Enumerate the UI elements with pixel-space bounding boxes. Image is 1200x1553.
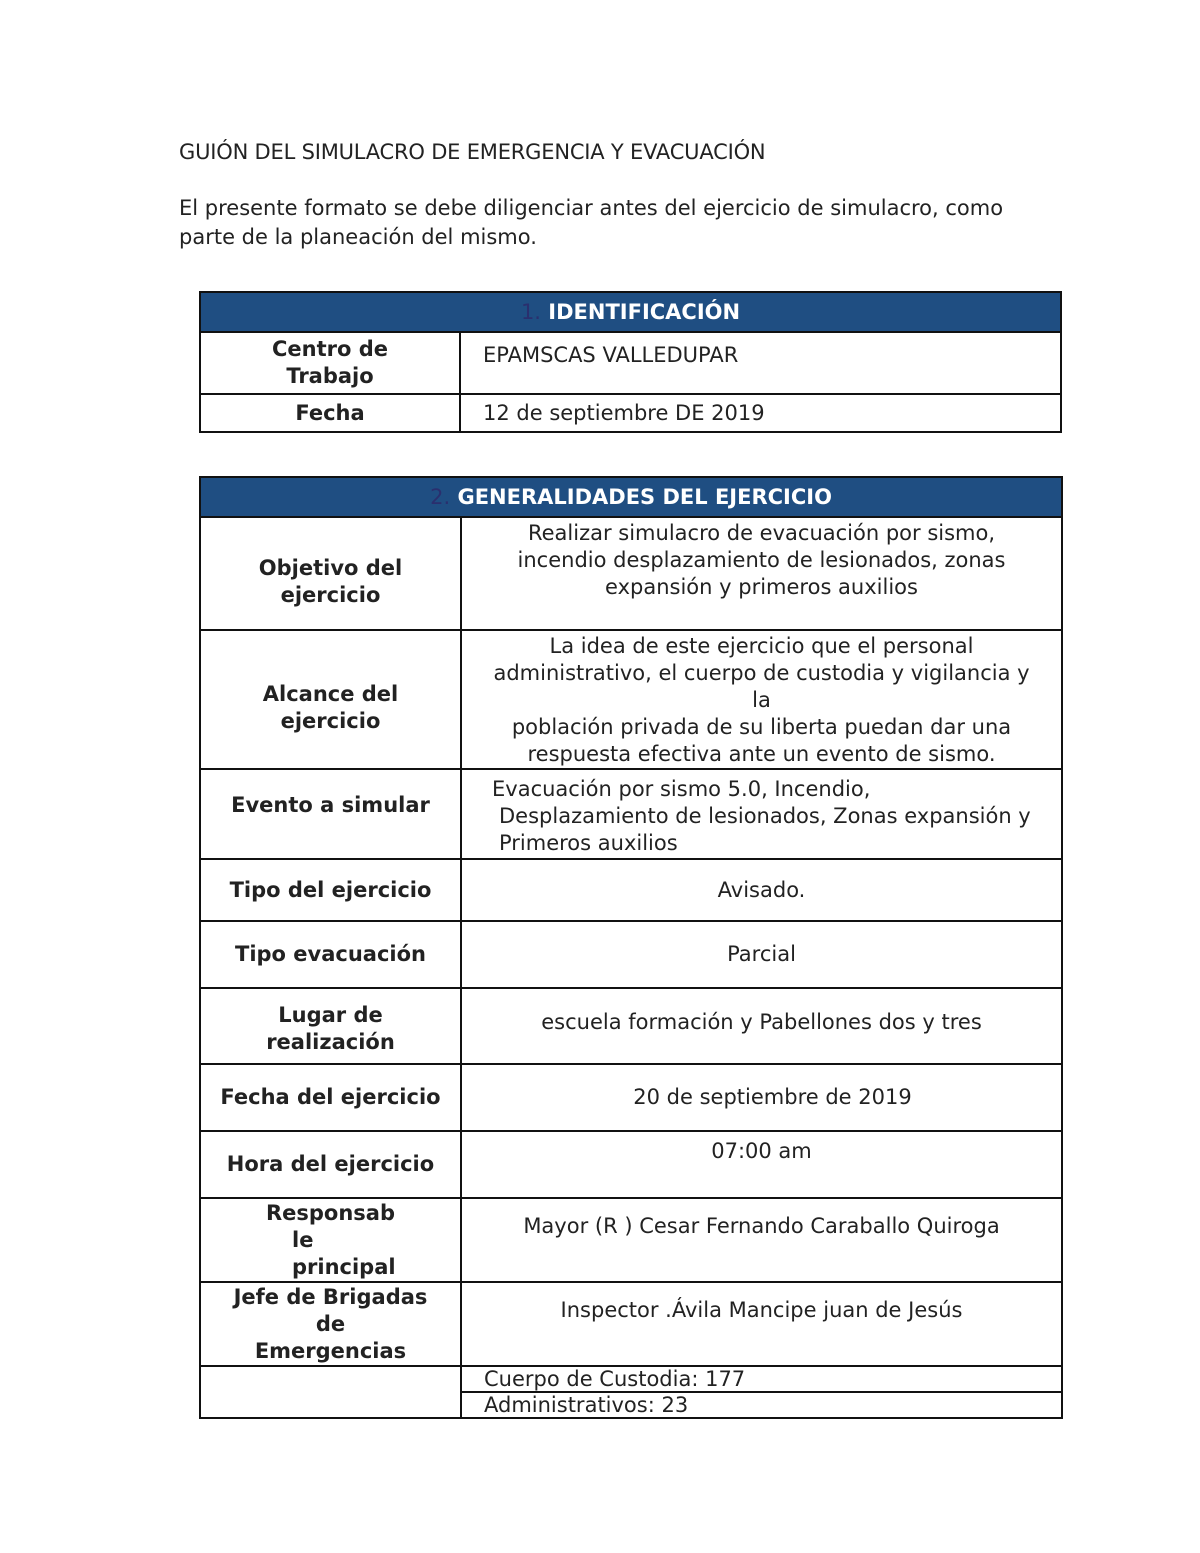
value-line: población privada de su liberta puedan dar una — [511, 715, 1012, 739]
label-tipo-ejercicio: Tipo del ejercicio — [200, 859, 461, 921]
value-tipo-evacuacion: Parcial — [461, 921, 1062, 988]
generalidades-table — [199, 476, 1063, 1419]
section-title: GENERALIDADES DEL EJERCICIO — [457, 485, 832, 509]
label-line: de — [315, 1312, 346, 1336]
label-evento: Evento a simular — [200, 769, 461, 859]
value-lugar: escuela formación y Pabellones dos y tres — [461, 988, 1062, 1064]
section-header-generalidades — [200, 477, 1062, 517]
label-fecha: Fecha — [200, 394, 460, 432]
label-line: principal — [292, 1255, 396, 1279]
value-fecha-ejercicio: 20 de septiembre de 2019 — [461, 1064, 1062, 1131]
section-title: IDENTIFICACIÓN — [548, 300, 741, 324]
section-number: 2. — [430, 485, 451, 509]
identificacion-table — [199, 291, 1062, 433]
intro-paragraph: El presente formato se debe diligenciar antes del ejercicio de simulacro, como parte de la planeación del mismo. — [179, 196, 1004, 249]
section-number: 1. — [520, 300, 541, 324]
label-line: Responsab — [265, 1201, 396, 1225]
label-line: Jefe de Brigadas — [233, 1285, 428, 1309]
value-fecha: 12 de septiembre DE 2019 — [460, 394, 1061, 432]
section-header-identificacion — [200, 292, 1061, 332]
value-line: Primeros auxilios — [499, 831, 678, 855]
value-line: Desplazamiento de lesionados, Zonas expansión y — [499, 804, 1031, 828]
label-centro-de-trabajo: Centro de Trabajo — [200, 332, 460, 394]
value-jefe-brigadas: Inspector .Ávila Mancipe juan de Jesús — [461, 1282, 1062, 1366]
value-evento — [461, 769, 1062, 859]
label-tipo-evacuacion: Tipo evacuación — [200, 921, 461, 988]
value-objetivo: Realizar simulacro de evacuación por sismo, incendio desplazamiento de lesionados, zonas expansión y primeros auxilios — [461, 517, 1062, 630]
value-responsable: Mayor (R ) Cesar Fernando Caraballo Quiroga — [461, 1198, 1062, 1282]
value-line: Evacuación por sismo 5.0, Incendio, — [492, 777, 871, 801]
value-alcance — [461, 630, 1062, 769]
value-tipo-ejercicio: Avisado. — [461, 859, 1062, 921]
label-line: le — [292, 1228, 314, 1252]
label-line: Emergencias — [254, 1339, 407, 1363]
value-line: administrativo, el cuerpo de custodia y vigilancia y — [493, 661, 1030, 685]
value-cuerpo-custodia: Cuerpo de Custodia: 177 — [461, 1366, 1062, 1392]
label-alcance: Alcance del ejercicio — [200, 630, 461, 769]
label-lugar: Lugar de realización — [200, 988, 461, 1064]
value-hora-ejercicio: 07:00 am — [461, 1131, 1062, 1198]
value-line: la — [752, 688, 771, 712]
value-line: La idea de este ejercicio que el personal — [549, 634, 974, 658]
value-administrativos: Administrativos: 23 — [461, 1392, 1062, 1418]
value-line: respuesta efectiva ante un evento de sismo. — [527, 742, 996, 766]
value-centro-de-trabajo: EPAMSCAS VALLEDUPAR — [460, 332, 1061, 394]
label-responsable — [200, 1198, 461, 1282]
label-objetivo: Objetivo del ejercicio — [200, 517, 461, 630]
page-title: GUIÓN DEL SIMULACRO DE EMERGENCIA Y EVACUACIÓN — [179, 140, 766, 164]
label-empty — [200, 1366, 461, 1418]
label-fecha-ejercicio: Fecha del ejercicio — [200, 1064, 461, 1131]
label-jefe-brigadas — [200, 1282, 461, 1366]
label-hora-ejercicio: Hora del ejercicio — [200, 1131, 461, 1198]
